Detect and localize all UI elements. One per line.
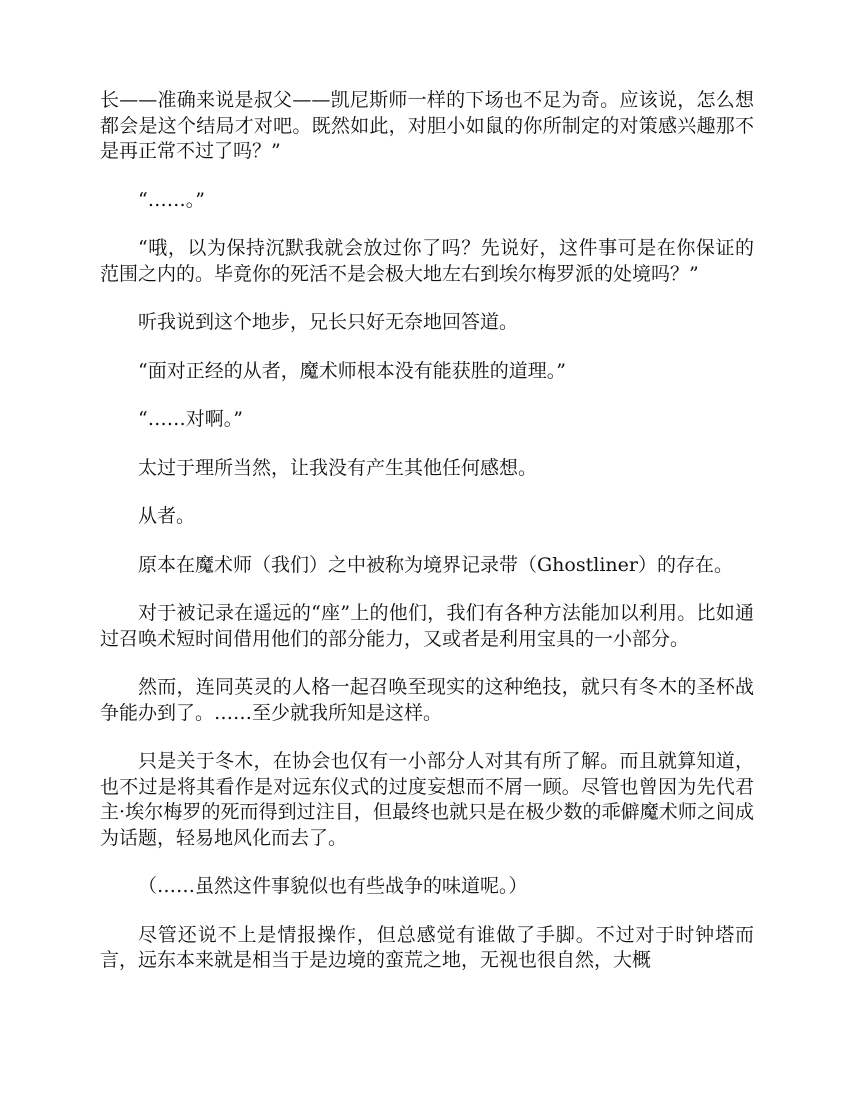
paragraph-9: 原本在魔术师（我们）之中被称为境界记录带（Ghostliner）的存在。 xyxy=(138,553,733,576)
paragraph-5: “面对正经的从者，魔术师根本没有能获胜的道理。” xyxy=(138,359,566,382)
paragraph-6: “……对啊。” xyxy=(138,408,243,430)
document-page xyxy=(100,88,754,997)
paragraph-10: 对于被记录在遥远的“座”上的他们，我们有各种方法能加以利用。比如通过召唤术短时间借用他们的部分能力，又或者是利用宝具的一小部分。 xyxy=(100,602,754,650)
paragraph-4: 听我说到这个地步，兄长只好无奈地回答道。 xyxy=(138,311,519,333)
paragraph-8: 从者。 xyxy=(138,505,196,527)
paragraph-7: 太过于理所当然，让我没有产生其他任何感想。 xyxy=(138,456,538,479)
paragraph-11: 然而，连同英灵的人格一起召唤至现实的这种绝技，就只有冬木的圣杯战争能办到了。……至少就我所知是这样。 xyxy=(100,676,754,724)
paragraph-1: 长——准确来说是叔父——凯尼斯师一样的下场也不足为奇。应该说，怎么想都会是这个结局才对吧。既然如此，对胆小如鼠的你所制定的对策感兴趣那不是再正常不过了吗？” xyxy=(100,89,754,162)
paragraph-2: “……。” xyxy=(138,188,205,211)
paragraph-12: 只是关于冬木，在协会也仅有一小部分人对其有所了解。而且就算知道，也不过是将其看作是对远东仪式的过度妄想而不屑一顾。尽管也曾因为先代君主·埃尔梅罗的死而得到过注目，但最终也就只是在极少数的乖僻魔术师之间成为话题，轻易地风化而去了。 xyxy=(100,750,754,849)
paragraph-14: 尽管还说不上是情报操作，但总感觉有谁做了手脚。不过对于时钟塔而言，远东本来就是相当于是边境的蛮荒之地，无视也很自然，大概 xyxy=(100,923,754,971)
paragraph-3: “哦，以为保持沉默我就会放过你了吗？先说好，这件事可是在你保证的范围之内的。毕竟你的死活不是会极大地左右到埃尔梅罗派的处境吗？” xyxy=(100,237,754,285)
paragraph-13: （……虽然这件事貌似也有些战争的味道呢。） xyxy=(138,875,528,897)
